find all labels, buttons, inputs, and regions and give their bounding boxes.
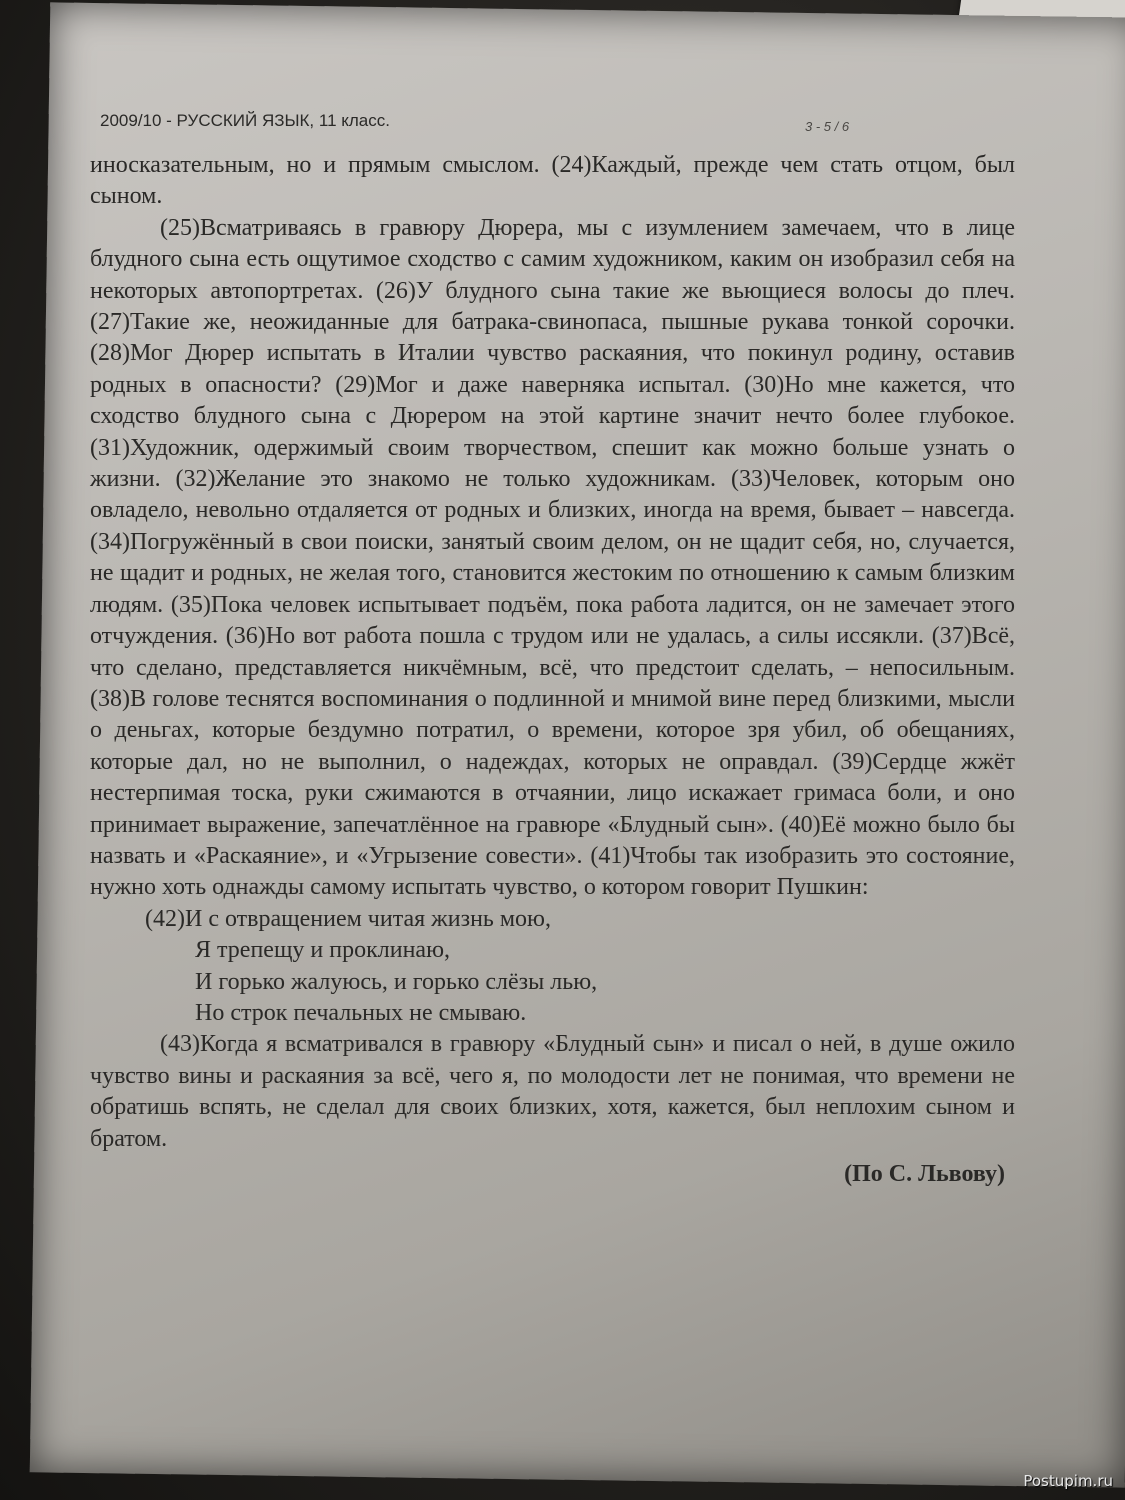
header-title: 2009/10 - РУССКИЙ ЯЗЫК, 11 класс. [100,111,390,130]
poem-line: Но строк печальных не смываю. [195,999,527,1026]
poem-line: (42)И с отвращением читая жизнь мою, [145,905,551,932]
paragraph-continuation: иносказательным, но и прямым смыслом. (24)Каждый, прежде чем стать отцом, был сыном. [90,152,1015,210]
pushkin-quote [90,904,1015,1030]
paragraph-closing: (43)Когда я всматривался в гравюру «Блудный сын» и писал о ней, в душе ожило чувство вины и раскаяния за всё, чего я, по молодости лет не понимая, что времени не обратишь вспять, не сделал для своих близких, хотя, кажется, был неплохим сыном и братом. [90,1031,1015,1152]
exam-text [90,150,1015,1190]
page-header [100,105,920,135]
site-watermark: Postupim.ru [1023,1472,1113,1490]
poem-line: И горько жалуюсь, и горько слёзы лью, [195,968,598,995]
poem-line: Я трепещу и проклинаю, [195,937,451,964]
header-page-number: 3 - 5 / 6 [805,119,850,134]
author-attribution: (По С. Львову) [844,1161,1005,1187]
paragraph-main: (25)Всматриваясь в гравюру Дюрера, мы с изумлением замечаем, что в лице блудного сына есть ощутимое сходство с самим художником, каким он изобразил себя на некоторых автопортретах. (26)У блудного сына такие же вьющиеся волосы до плеч. (27)Такие же, неожиданные для батрака-свинопаса, пышные рукава тонкой сорочки. (28)Мог Дюрер испытать в Италии чувство раскаяния, что покинул родину, оставив родных в опасности? (29)Мог и даже наверняка испытал. (30)Но мне кажется, что сходство блудного сына с Дюрером на этой картине значит нечто более глубокое. (31)Художник, одержимый своим творчеством, спешит как можно больше узнать о жизни. (32)Желание это знакомо не только художникам. (33)Человек, которым оно овладело, невольно отдаляется от родных и близких, иногда на время, бывает – навсегда. (34)Погружённый в свои поиски, занятый своим делом, он не щадит себя, но, случается, не щадит и родных, не желая того, становится жестоким по отношению к самым близким людям. (35)Пока человек испытывает подъём, пока работа ладится, он не замечает этого отчуждения. (36)Но вот работа пошла с трудом или не удалась, а силы иссякли. (37)Всё, что сделано, представляется никчёмным, всё, что предстоит сделать, – непосильным. (38)В голове теснятся воспоминания о подлинной и мнимой вине перед близкими, мысли о деньгах, которые бездумно потратил, о времени, которое зря убил, об обещаниях, которые дал, но не выполнил, о надеждах, которых не оправдал. (39)Сердце жжёт нестерпимая тоска, руки сжимаются в отчаянии, лицо искажает гримаса боли, и оно принимает выражение, запечатлённое на гравюре «Блудный сын». (40)Её можно было бы назвать и «Раскаяние», и «Угрызение совести». (41)Чтобы так изобразить это состояние, нужно хоть однажды самому испытать чувство, о котором говорит Пушкин: [90,214,1015,901]
